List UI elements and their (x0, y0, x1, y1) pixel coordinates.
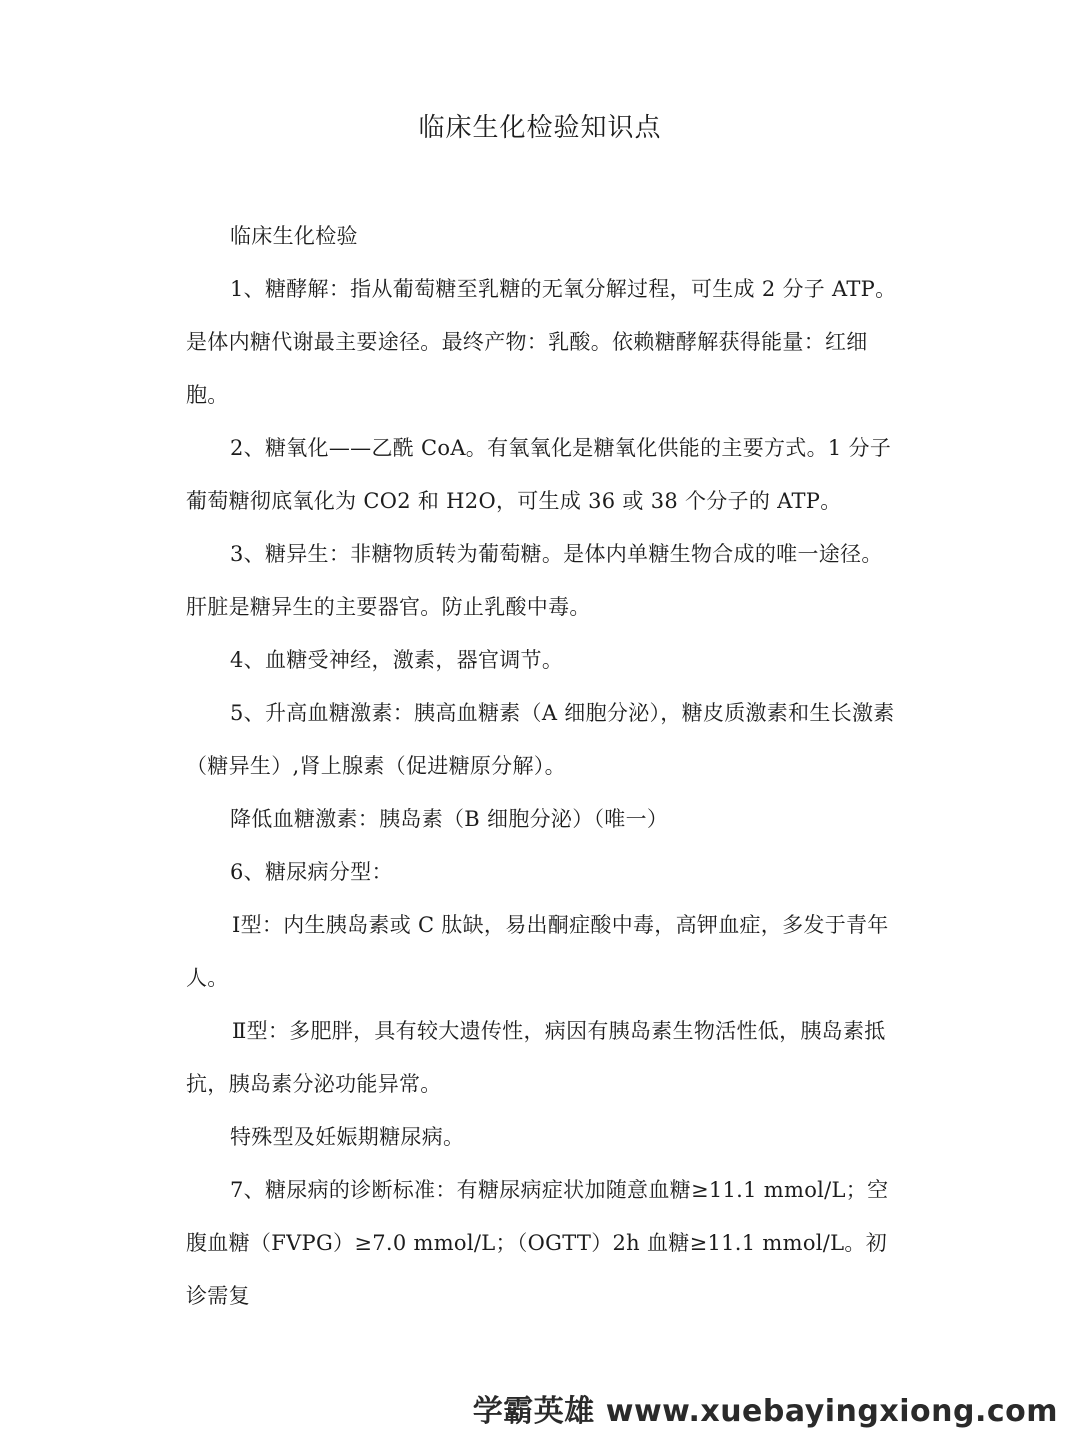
paragraph-type-2: Ⅱ型：多肥胖，具有较大遗传性，病因有胰岛素生物活性低，胰岛素抵抗，胰岛素分泌功能异常。 (186, 1019, 886, 1096)
document-title: 临床生化检验知识点 (418, 113, 662, 143)
paragraph-type-1: Ⅰ型：内生胰岛素或 C 肽缺，易出酮症酸中毒，高钾血症，多发于青年人。 (186, 913, 889, 990)
watermark-text: 学霸英雄 www.xuebayingxiong.com (472, 1394, 1058, 1429)
section-heading: 临床生化检验 (230, 224, 358, 248)
paragraph-gluconeogenesis: 3、糖异生：非糖物质转为葡萄糖。是体内单糖生物合成的唯一途径。肝脏是糖异生的主要器官。防止乳酸中毒。 (186, 542, 883, 619)
paragraph-glycolysis: 1、糖酵解：指从葡萄糖至乳糖的无氧分解过程，可生成 2 分子 ATP。是体内糖代谢最主要途径。最终产物：乳酸。依赖糖酵解获得能量：红细胞。 (186, 277, 897, 407)
paragraph-special-types: 特殊型及妊娠期糖尿病。 (230, 1125, 465, 1149)
paragraph-hyperglycemic-hormones: 5、升高血糖激素：胰高血糖素（A 细胞分泌），糖皮质激素和生长激素（糖异生）,肾上腺素（促进糖原分解）。 (186, 701, 895, 778)
paragraph-diagnostic-criteria: 7、糖尿病的诊断标准：有糖尿病症状加随意血糖≥11.1 mmol/L；空腹血糖（FVPG）≥7.0 mmol/L；（OGTT）2h 血糖≥11.1 mmol/L。初诊需复 (186, 1178, 889, 1308)
paragraph-glucose-oxidation: 2、糖氧化——乙酰 CoA。有氧氧化是糖氧化供能的主要方式。1 分子葡萄糖彻底氧化为 CO2 和 H2O，可生成 36 或 38 个分子的 ATP。 (186, 436, 892, 513)
paragraph-blood-sugar-regulation: 4、血糖受神经，激素，器官调节。 (230, 648, 564, 672)
paragraph-diabetes-types: 6、糖尿病分型： (230, 860, 393, 884)
document-body (186, 210, 898, 1323)
paragraph-hypoglycemic-hormones: 降低血糖激素：胰岛素（B 细胞分泌）（唯一） (230, 807, 669, 831)
